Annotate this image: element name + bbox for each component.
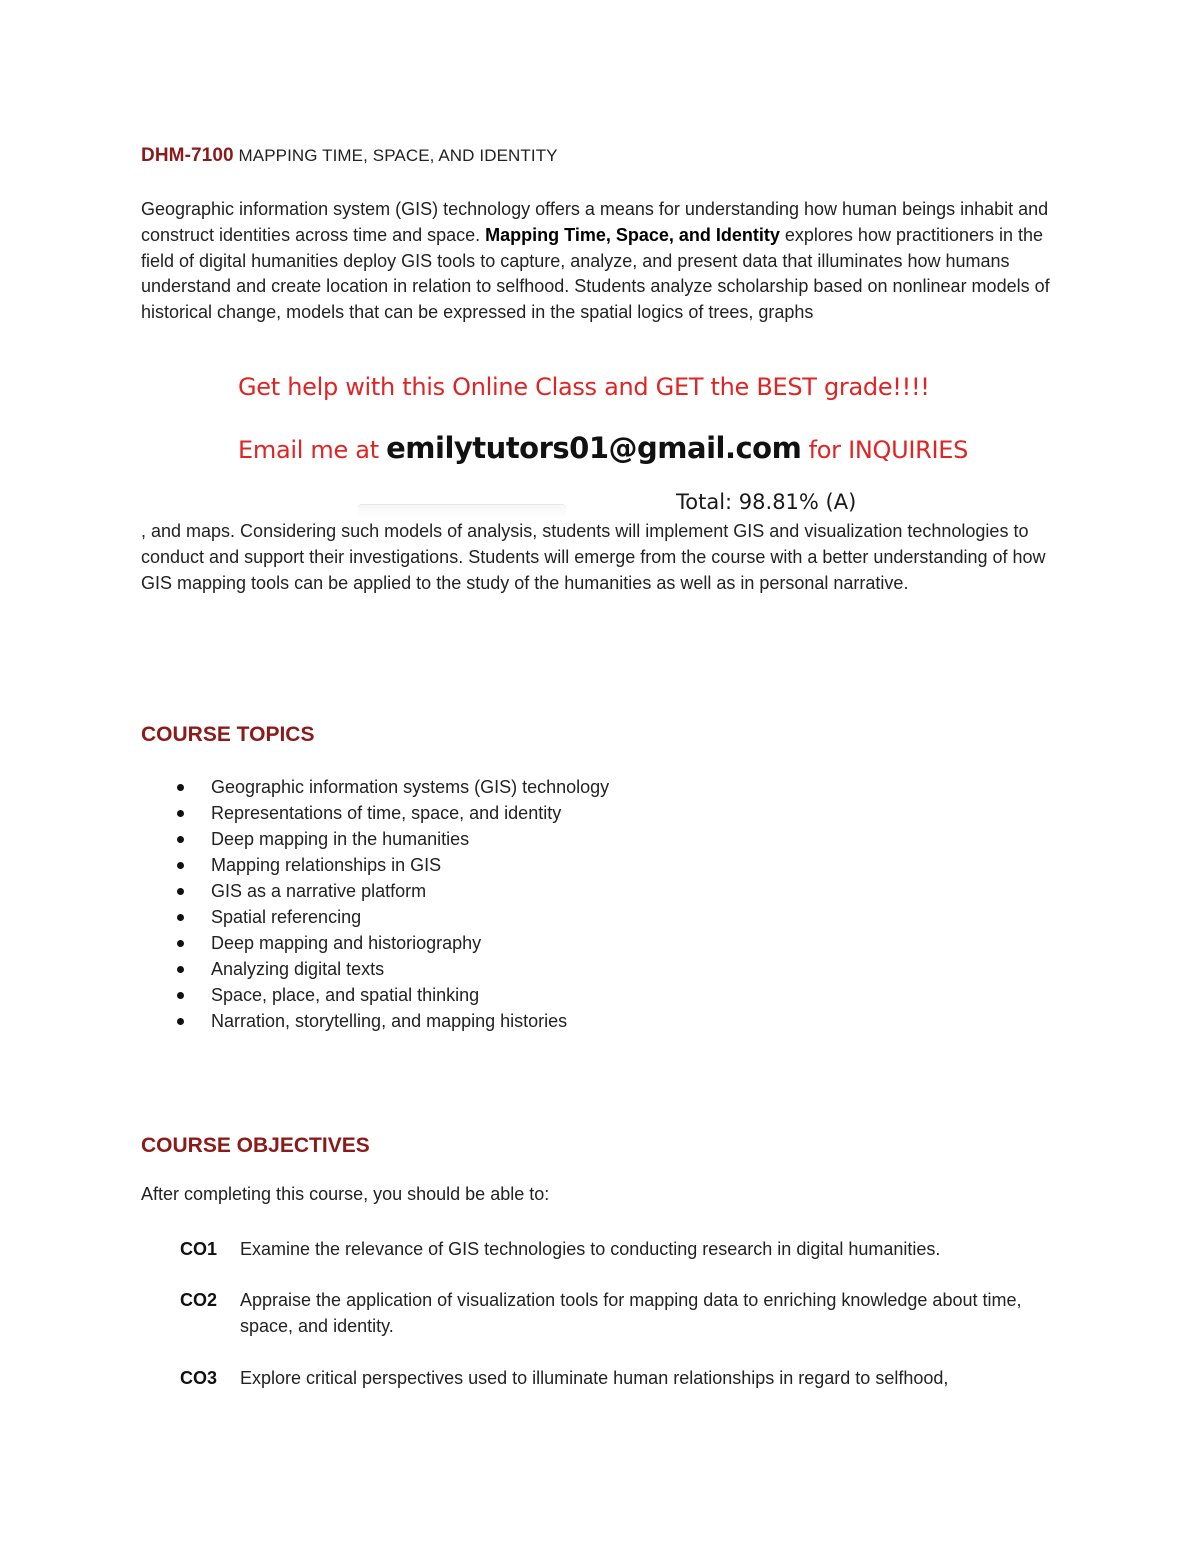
topic-item (0, 800, 1200, 826)
topic-text: Mapping relationships in GIS (211, 855, 442, 875)
topic-text: Analyzing digital texts (211, 959, 385, 979)
objectives-heading: COURSE OBJECTIVES (141, 1134, 370, 1157)
topics-list (0, 774, 1200, 1034)
objective-text: Appraise the application of visualization tools for mapping data to enriching knowledge about time, space, and identity. (240, 1290, 1022, 1336)
bullet-icon (177, 836, 184, 843)
promo-email: emilytutors01@gmail.com (386, 431, 802, 465)
promo-line-2 (238, 431, 968, 465)
topics-heading: COURSE TOPICS (141, 723, 315, 746)
topic-item (0, 774, 1200, 800)
grade-total: Total: 98.81% (A) (676, 490, 857, 514)
bullet-icon (177, 914, 184, 921)
objective-text: Explore critical perspectives used to illuminate human relationships in regard to selfhood, (240, 1368, 949, 1388)
topic-text: Representations of time, space, and identity (211, 803, 562, 823)
topic-item (0, 982, 1200, 1008)
promo-line-1: Get help with this Online Class and GET the BEST grade!!!! (238, 373, 930, 401)
intro-paragraph (141, 197, 1066, 326)
bullet-icon (177, 784, 184, 791)
objective-code: CO2 (180, 1290, 218, 1310)
bullet-icon (177, 940, 184, 947)
topic-text: Geographic information systems (GIS) technology (211, 777, 610, 797)
topic-text: Deep mapping and historiography (211, 933, 482, 953)
intro-course-name: Mapping Time, Space, and Identity (485, 224, 780, 245)
topic-item (0, 878, 1200, 904)
course-name: MAPPING TIME, SPACE, AND IDENTITY (238, 146, 558, 165)
topic-text: Space, place, and spatial thinking (211, 985, 480, 1005)
intro-text-end: explores how practitioners in the field of digital humanities deploy GIS tools to capture, analyze, and present data that illuminates how humans understand and create location in relation to selfhood. Students analyze scholarship based on nonlinear models of historical change, models that can be expressed in the spatial logics of trees, graphs (141, 224, 1050, 323)
intro-text-start: Geographic information system (GIS) technology offers a means for understanding how human beings inhabit and construct identities across time and space. (141, 199, 1049, 245)
topic-text: Spatial referencing (211, 907, 362, 927)
objective-code: CO3 (180, 1368, 218, 1388)
topic-text: Deep mapping in the humanities (211, 829, 470, 849)
course-title (141, 145, 558, 167)
objective-code: CO1 (180, 1239, 218, 1259)
course-code: DHM-7100 (141, 145, 234, 166)
faint-screenshot-fragment (358, 504, 566, 519)
topic-text: Narration, storytelling, and mapping histories (211, 1011, 568, 1031)
topic-item (0, 826, 1200, 852)
topic-item (0, 930, 1200, 956)
topic-item (0, 1008, 1200, 1034)
objective-text: Examine the relevance of GIS technologies to conducting research in digital humanities. (240, 1239, 941, 1259)
promo-email-prefix: Email me at (238, 436, 387, 464)
bullet-icon (177, 966, 184, 973)
topic-item (0, 956, 1200, 982)
objectives-intro: After completing this course, you should be able to: (141, 1184, 550, 1204)
topic-item (0, 904, 1200, 930)
bullet-icon (177, 862, 184, 869)
bullet-icon (177, 888, 184, 895)
bullet-icon (177, 810, 184, 817)
bullet-icon (177, 992, 184, 999)
topic-item (0, 852, 1200, 878)
promo-email-suffix: for INQUIRIES (801, 436, 969, 464)
continuation-paragraph: , and maps. Considering such models of analysis, students will implement GIS and visualization technologies to conduct and support their investigations. Students will emerge from the course with a better understanding of how GIS mapping tools can be applied to the study of the humanities as well as in personal narrative. (141, 521, 1046, 593)
bullet-icon (177, 1018, 184, 1025)
topic-text: GIS as a narrative platform (211, 881, 427, 901)
